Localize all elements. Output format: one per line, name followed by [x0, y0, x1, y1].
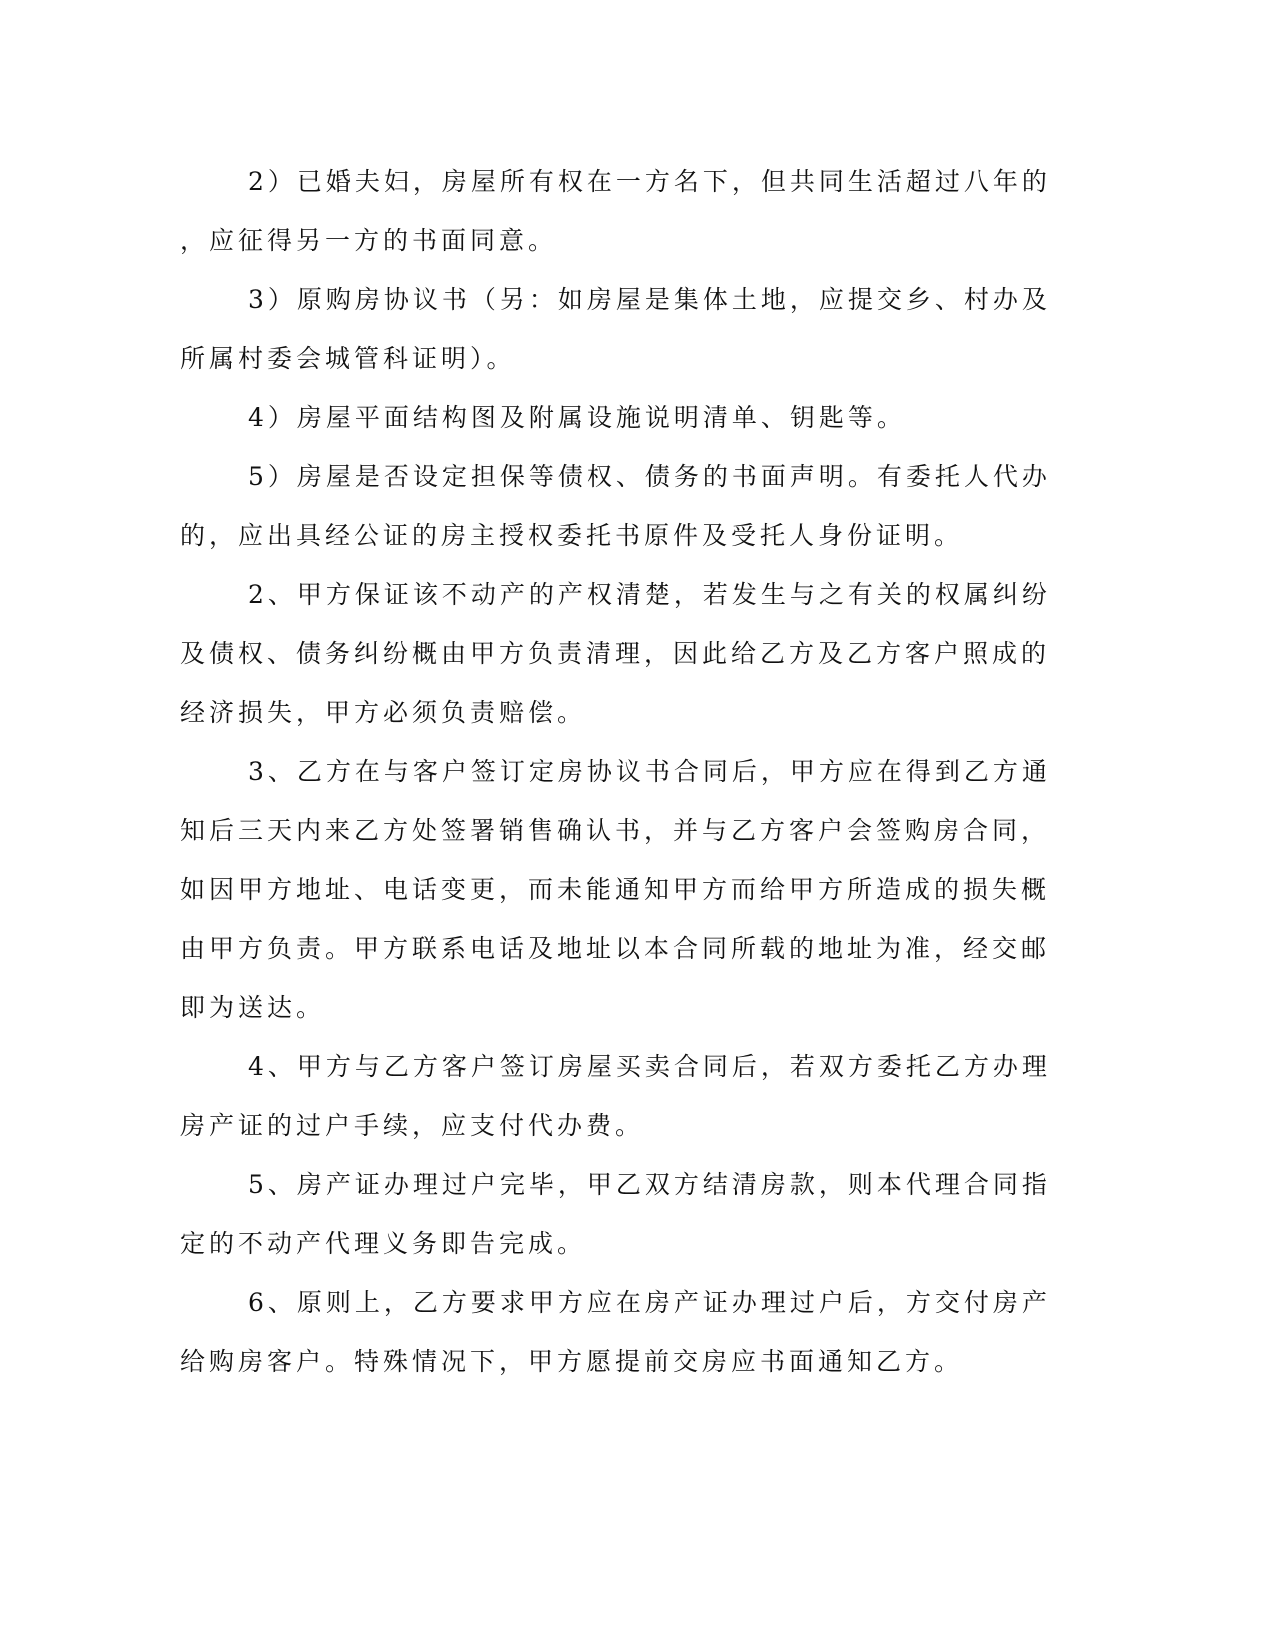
paragraph	[180, 1045, 1051, 1163]
text-line: 2、甲方保证该不动产的产权清楚，若发生与之有关的权属纠纷	[248, 580, 1051, 609]
paragraph	[180, 160, 1051, 278]
text-line: 5）房屋是否设定担保等债权、债务的书面声明。有委托人代办	[248, 462, 1051, 491]
text-line: 4、甲方与乙方客户签订房屋买卖合同后，若双方委托乙方办理	[248, 1052, 1051, 1081]
paragraph	[180, 1281, 1051, 1399]
text-line: 所属村委会城管科证明）。	[180, 344, 516, 373]
document-body	[180, 160, 1051, 1399]
paragraph	[180, 573, 1051, 750]
text-line: 4）房屋平面结构图及附属设施说明清单、钥匙等。	[248, 403, 906, 432]
paragraph	[180, 750, 1051, 1045]
text-line: 由甲方负责。甲方联系电话及地址以本合同所载的地址为准，经交邮	[180, 934, 1051, 963]
paragraph	[180, 396, 1010, 455]
text-line: ，应征得另一方的书面同意。	[180, 226, 558, 255]
text-line: 6、原则上，乙方要求甲方应在房产证办理过户后，方交付房产	[248, 1288, 1051, 1317]
paragraph	[180, 278, 1051, 396]
text-line: 2）已婚夫妇，房屋所有权在一方名下，但共同生活超过八年的	[248, 167, 1051, 196]
text-line: 及债权、债务纠纷概由甲方负责清理，因此给乙方及乙方客户照成的	[180, 639, 1051, 668]
text-line: 定的不动产代理义务即告完成。	[180, 1229, 587, 1258]
text-line: 经济损失，甲方必须负责赔偿。	[180, 698, 587, 727]
paragraph	[180, 1163, 1051, 1281]
text-line: 3、乙方在与客户签订定房协议书合同后，甲方应在得到乙方通	[248, 757, 1051, 786]
text-line: 知后三天内来乙方处签署销售确认书，并与乙方客户会签购房合同，	[180, 816, 1051, 845]
text-line: 3）原购房协议书（另：如房屋是集体土地，应提交乡、村办及	[248, 285, 1051, 314]
text-line: 房产证的过户手续，应支付代办费。	[180, 1111, 645, 1140]
text-line: 5、房产证办理过户完毕，甲乙双方结清房款，则本代理合同指	[248, 1170, 1051, 1199]
paragraph	[180, 455, 1051, 573]
text-line: 即为送达。	[180, 993, 326, 1022]
text-line: 如因甲方地址、电话变更，而未能通知甲方而给甲方所造成的损失概	[180, 875, 1051, 904]
text-line: 给购房客户。特殊情况下，甲方愿提前交房应书面通知乙方。	[180, 1347, 964, 1376]
text-line: 的，应出具经公证的房主授权委托书原件及受托人身份证明。	[180, 521, 964, 550]
